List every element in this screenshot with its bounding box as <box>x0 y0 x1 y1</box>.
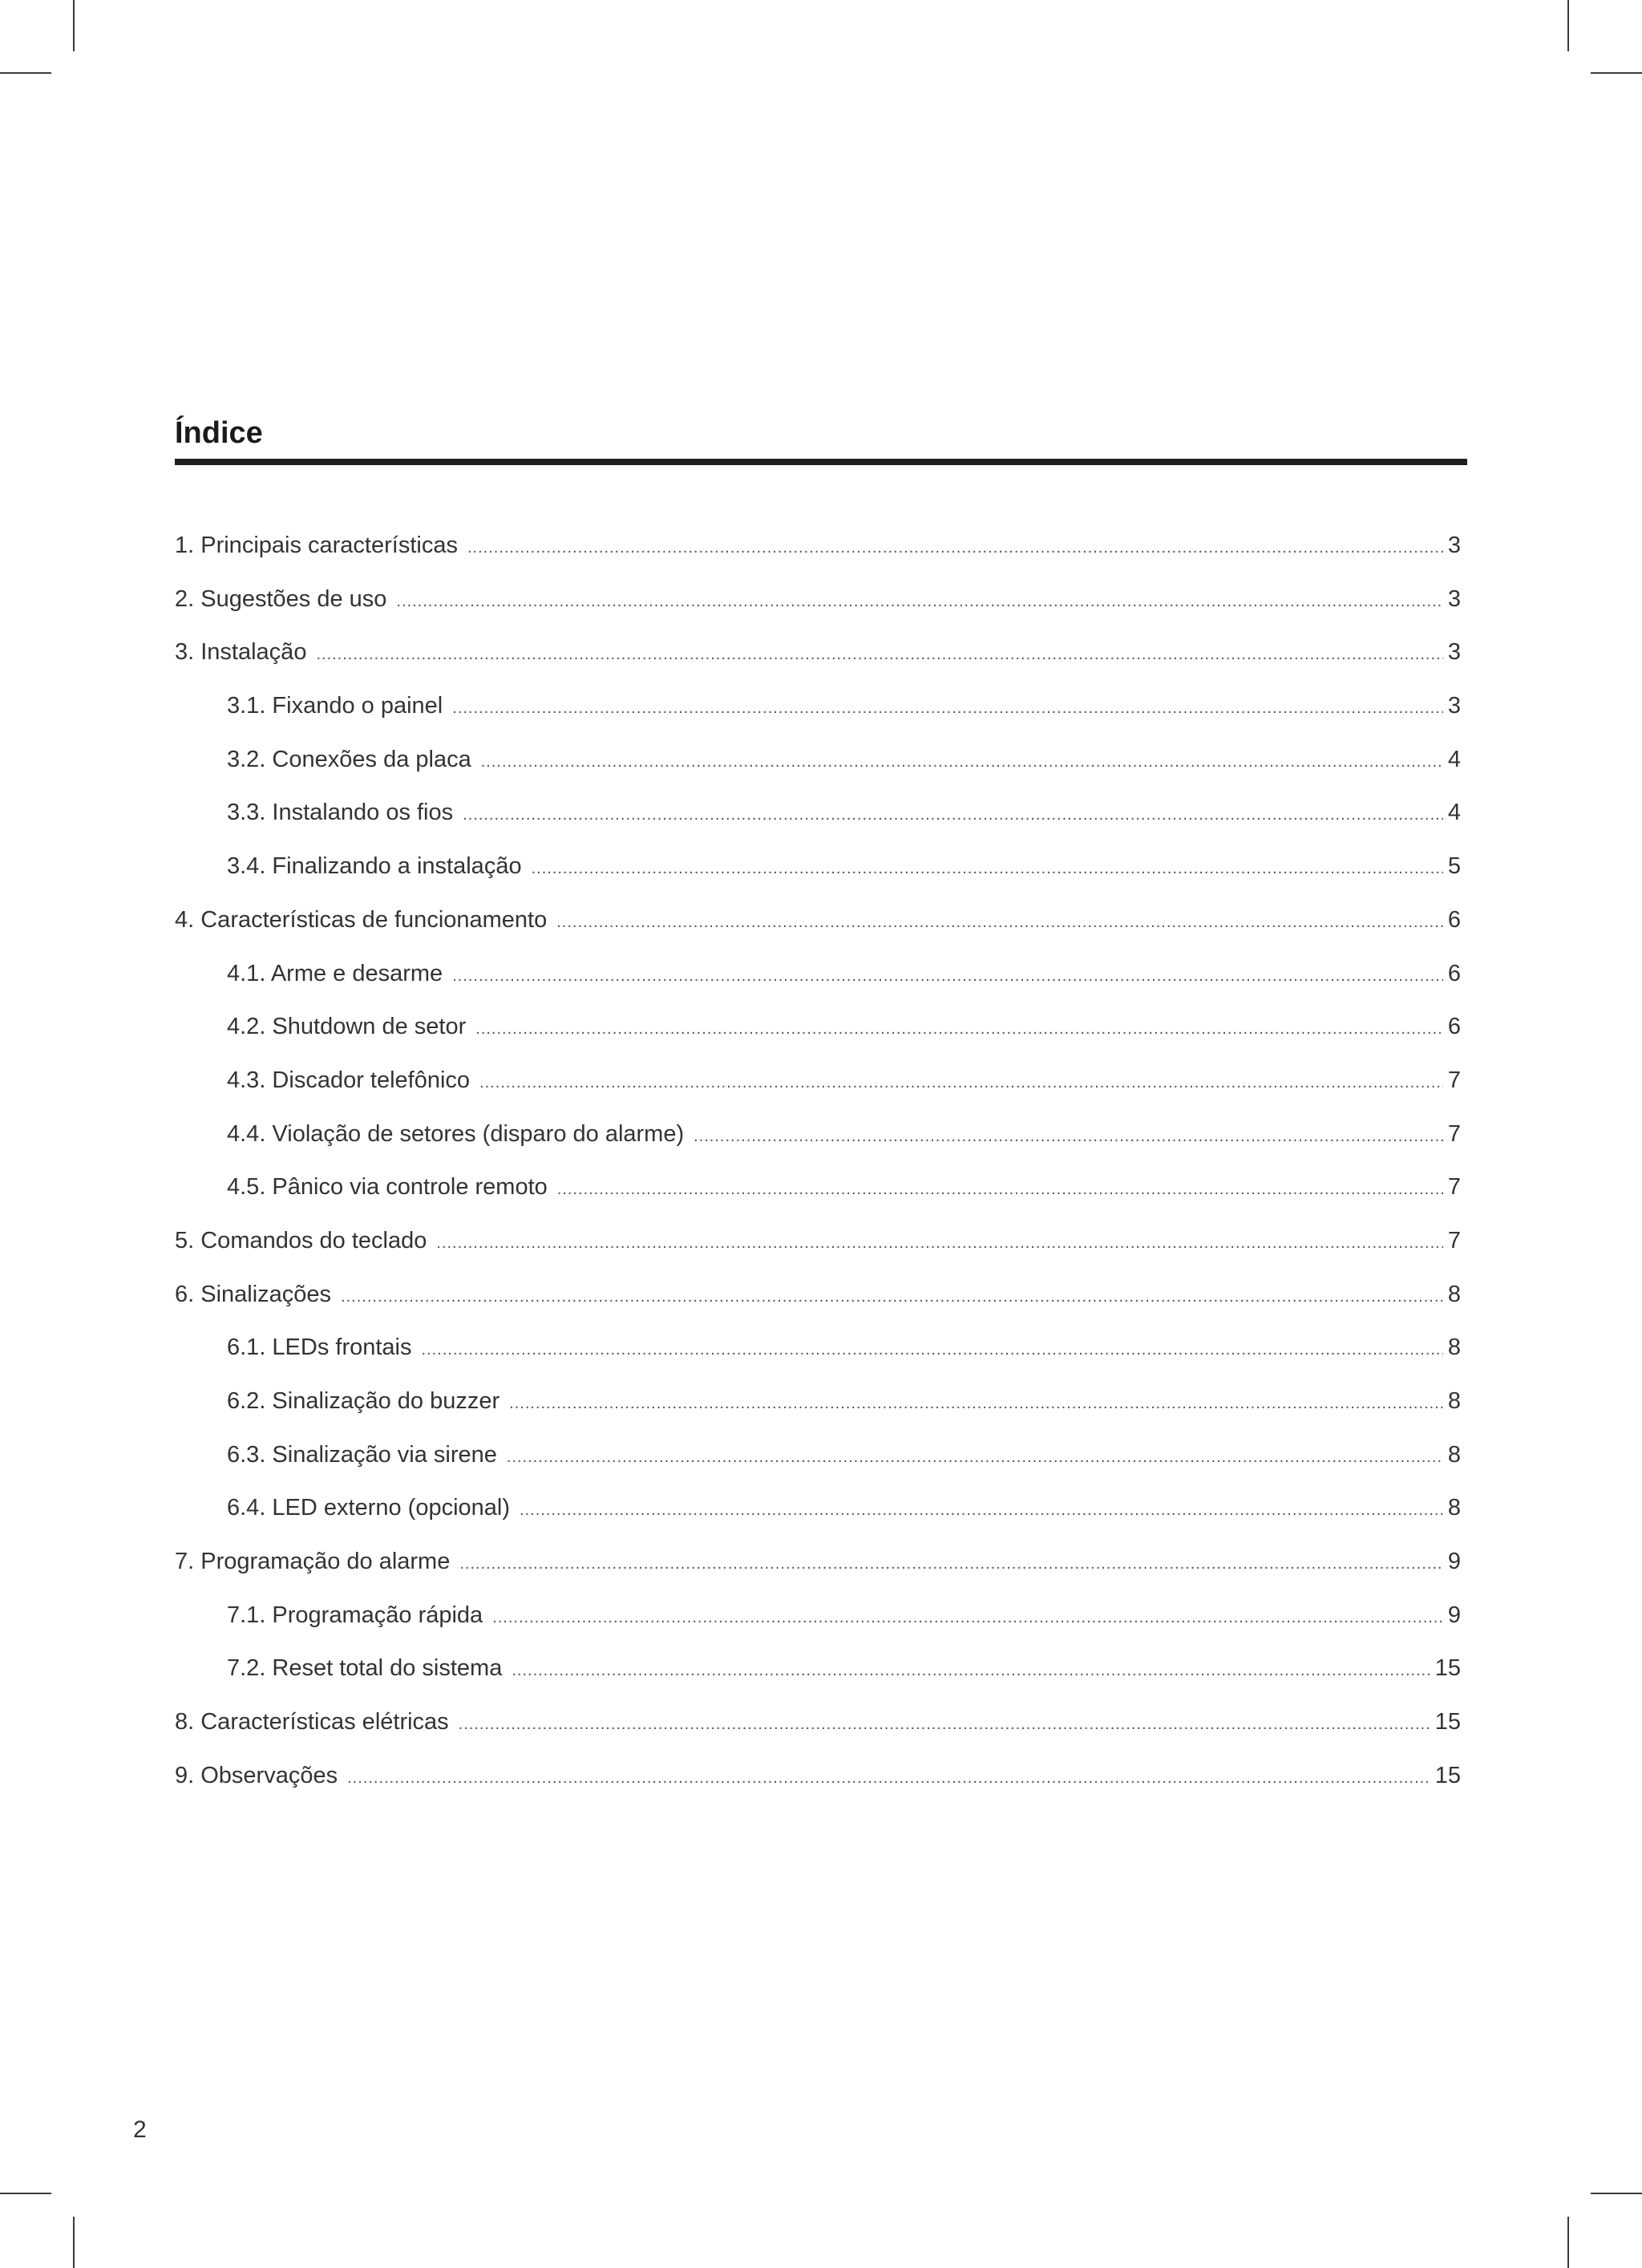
toc-entry-label: 4.1. Arme e desarme <box>227 960 443 986</box>
toc-entry[interactable] <box>175 1752 1461 1805</box>
toc-entry[interactable] <box>175 1270 1461 1324</box>
toc-entry-page: 3 <box>1447 533 1461 558</box>
crop-mark <box>73 0 75 51</box>
toc-entry[interactable] <box>175 1377 1461 1431</box>
toc-entry-page: 6 <box>1447 906 1461 933</box>
toc-entry-page: 3 <box>1447 585 1461 612</box>
toc-dot-leader <box>436 1219 1442 1267</box>
toc-dot-leader <box>556 898 1443 946</box>
toc-entry-label: 8. Características elétricas <box>175 1709 449 1735</box>
toc-dot-leader <box>512 1646 1430 1695</box>
toc-entry-page: 8 <box>1447 1441 1461 1468</box>
toc-entry[interactable] <box>175 575 1461 629</box>
toc-entry-page: 9 <box>1447 1602 1461 1628</box>
toc-entry[interactable] <box>175 1217 1461 1270</box>
toc-entry-label: 6.3. Sinalização via sirene <box>227 1441 497 1468</box>
title-rule <box>175 459 1467 465</box>
toc-entry-label: 7. Programação do alarme <box>175 1549 451 1575</box>
toc-entry-label: 4.5. Pânico via controle remoto <box>227 1174 548 1201</box>
toc-dot-leader <box>452 684 1443 732</box>
toc-dot-leader <box>557 1165 1443 1213</box>
page-title: Índice <box>175 416 263 450</box>
crop-mark <box>0 72 51 74</box>
crop-mark <box>1591 72 1642 74</box>
toc-entry-page: 4 <box>1447 800 1461 826</box>
toc-entry[interactable] <box>175 1431 1461 1484</box>
toc-entry-page: 15 <box>1434 1762 1461 1788</box>
toc-entry-label: 6. Sinalizações <box>175 1281 332 1307</box>
toc-entry-page: 7 <box>1447 1120 1461 1147</box>
toc-entry-label: 5. Comandos do teclado <box>175 1227 427 1253</box>
toc-dot-leader <box>481 738 1443 786</box>
toc-dot-leader <box>479 1059 1443 1107</box>
toc-entry-page: 7 <box>1447 1174 1461 1201</box>
toc-entry-page: 8 <box>1447 1495 1461 1521</box>
toc-dot-leader <box>507 1433 1443 1481</box>
toc-dot-leader <box>396 577 1442 626</box>
toc-entry-label: 3. Instalação <box>175 639 307 666</box>
toc-dot-leader <box>492 1594 1443 1642</box>
toc-entry-label: 4.2. Shutdown de setor <box>227 1014 467 1040</box>
toc-entry-page: 6 <box>1447 1014 1461 1040</box>
toc-entry-page: 8 <box>1447 1281 1461 1307</box>
toc-entry-label: 4. Características de funcionamento <box>175 906 548 933</box>
toc-entry[interactable] <box>175 628 1461 682</box>
toc-entry[interactable] <box>175 1002 1461 1056</box>
toc-entry[interactable] <box>175 1323 1461 1377</box>
toc-entry-label: 7.2. Reset total do sistema <box>227 1655 503 1682</box>
toc-dot-leader <box>422 1326 1443 1374</box>
toc-entry[interactable] <box>175 842 1461 896</box>
toc-entry-label: 4.4. Violação de setores (disparo do alarme) <box>227 1120 685 1147</box>
toc-entry-page: 4 <box>1447 746 1461 772</box>
toc-entry[interactable] <box>175 1698 1461 1752</box>
toc-entry-page: 7 <box>1447 1227 1461 1253</box>
toc-entry-label: 6.1. LEDs frontais <box>227 1334 412 1361</box>
toc-entry-page: 7 <box>1447 1067 1461 1093</box>
toc-entry[interactable] <box>175 1110 1461 1164</box>
crop-mark <box>1567 0 1569 51</box>
toc-entry-label: 3.1. Fixando o painel <box>227 693 443 719</box>
toc-entry[interactable] <box>175 788 1461 842</box>
toc-dot-leader <box>316 630 1442 678</box>
toc-entry-page: 8 <box>1447 1334 1461 1361</box>
toc-entry-label: 3.4. Finalizando a instalação <box>227 853 522 880</box>
crop-mark <box>73 2217 75 2268</box>
toc-entry-page: 8 <box>1447 1388 1461 1414</box>
toc-dot-leader <box>694 1112 1443 1160</box>
toc-entry[interactable] <box>175 735 1461 789</box>
toc-entry-label: 3.2. Conexões da placa <box>227 746 471 772</box>
toc-entry-label: 9. Observações <box>175 1762 338 1788</box>
page-number: 2 <box>133 2116 147 2143</box>
toc-entry[interactable] <box>175 950 1461 1003</box>
toc-entry[interactable] <box>175 682 1461 735</box>
toc-entry[interactable] <box>175 1644 1461 1698</box>
toc-dot-leader <box>463 791 1443 839</box>
toc-dot-leader <box>452 952 1443 1000</box>
toc-entry-label: 6.4. LED externo (opcional) <box>227 1495 511 1521</box>
toc-entry-page: 6 <box>1447 960 1461 986</box>
toc-entry-page: 5 <box>1447 853 1461 880</box>
toc-entry[interactable] <box>175 1484 1461 1537</box>
crop-mark <box>1567 2217 1569 2268</box>
toc-entry-page: 15 <box>1434 1655 1461 1682</box>
toc-entry-label: 2. Sugestões de uso <box>175 585 387 612</box>
toc-entry[interactable] <box>175 1056 1461 1110</box>
toc-dot-leader <box>475 1005 1443 1053</box>
toc-entry-page: 3 <box>1447 639 1461 666</box>
toc-entry-page: 9 <box>1447 1549 1461 1575</box>
toc-entry-label: 6.2. Sinalização do buzzer <box>227 1388 500 1414</box>
toc-entry-label: 7.1. Programação rápida <box>227 1602 483 1628</box>
toc-dot-leader <box>532 844 1443 893</box>
toc-dot-leader <box>520 1486 1443 1534</box>
toc-dot-leader <box>467 524 1443 572</box>
toc-entry[interactable] <box>175 1591 1461 1645</box>
toc-dot-leader <box>459 1700 1430 1748</box>
toc-dot-leader <box>509 1379 1443 1428</box>
crop-mark <box>0 2193 51 2194</box>
table-of-contents <box>175 521 1461 1805</box>
toc-entry-page: 3 <box>1447 693 1461 719</box>
crop-mark <box>1591 2193 1642 2194</box>
toc-dot-leader <box>459 1540 1443 1588</box>
toc-entry-label: 4.3. Discador telefônico <box>227 1067 471 1093</box>
toc-entry-page: 15 <box>1434 1709 1461 1735</box>
toc-entry[interactable] <box>175 521 1461 575</box>
toc-entry[interactable] <box>175 896 1461 950</box>
toc-entry[interactable] <box>175 1163 1461 1217</box>
toc-dot-leader <box>347 1754 1430 1802</box>
toc-entry-label: 3.3. Instalando os fios <box>227 800 454 826</box>
toc-entry[interactable] <box>175 1537 1461 1591</box>
toc-dot-leader <box>341 1273 1443 1321</box>
toc-entry-label: 1. Principais características <box>175 533 458 558</box>
